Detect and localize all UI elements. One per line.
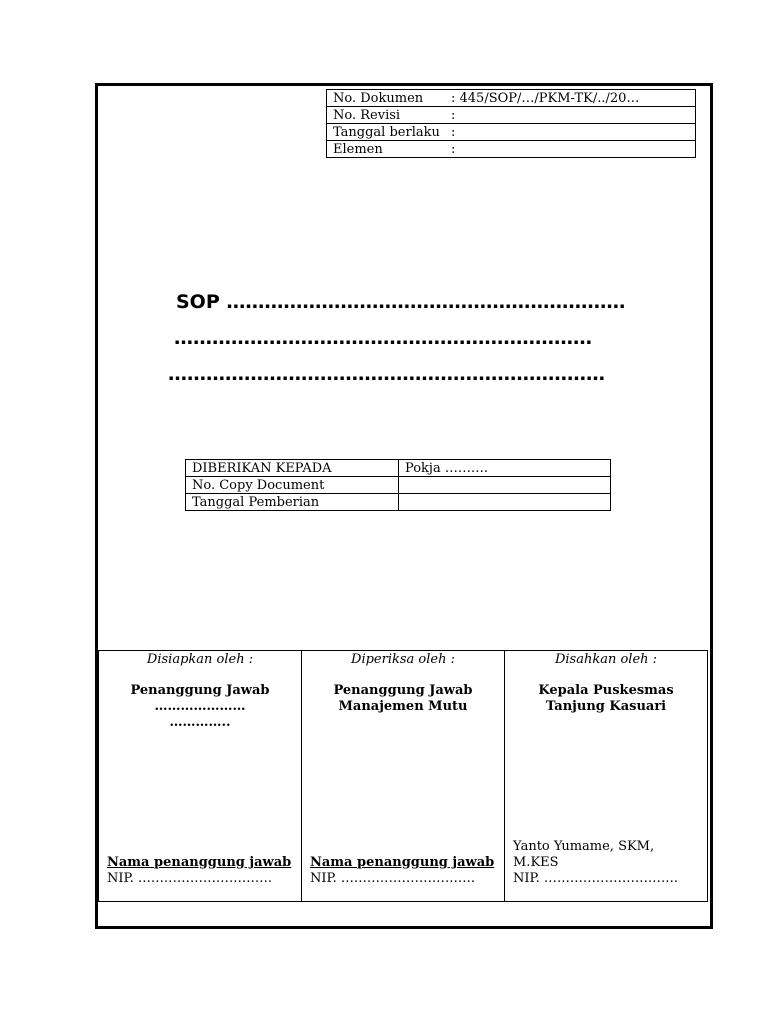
copy-number-label: No. Copy Document xyxy=(186,477,399,494)
sop-title xyxy=(160,288,660,396)
approved-by-role: Kepala Puskesmas Tanjung Kasuari xyxy=(538,683,674,714)
approved-by-header: Disahkan oleh : xyxy=(554,652,658,667)
prepared-by-nip: NIP. …………………………. xyxy=(107,871,273,886)
prepared-by-header: Disiapkan oleh : xyxy=(146,652,254,667)
approved-by-nip: NIP. …………………………. xyxy=(513,871,679,886)
sop-title-line-1: SOP ……………………………………………………… xyxy=(176,291,626,313)
given-to-label: DIBERIKAN KEPADA xyxy=(186,460,399,477)
sop-title-line-3: …………………………………………………………… xyxy=(168,363,605,385)
checked-by-nip: NIP. …………………………. xyxy=(310,871,476,886)
copy-number-value xyxy=(399,477,611,494)
document-number-label: No. Dokumen xyxy=(333,90,424,106)
copy-number-row xyxy=(186,477,611,494)
document-info-table xyxy=(326,89,696,158)
signature-table xyxy=(98,650,708,902)
effective-date-row xyxy=(327,124,696,141)
element-value: : xyxy=(451,141,456,157)
effective-date-value: : xyxy=(451,124,456,140)
given-to-row xyxy=(186,460,611,477)
signature-approved-by xyxy=(505,651,708,902)
issue-date-label: Tanggal Pemberian xyxy=(186,494,399,511)
revision-number-row xyxy=(327,107,696,124)
distribution-table xyxy=(185,459,611,511)
given-to-value: Pokja ………. xyxy=(399,460,611,477)
effective-date-label: Tanggal berlaku xyxy=(333,124,440,140)
checked-by-name: Nama penanggung jawab xyxy=(310,855,495,870)
approved-by-name: Yanto Yumame, SKM, M.KES xyxy=(513,839,655,870)
signature-checked-by xyxy=(302,651,505,902)
document-number-value: : 445/SOP/…/PKM-TK/../20… xyxy=(451,90,640,106)
prepared-by-role: Penanggung Jawab ………………… ………….. xyxy=(130,683,270,730)
element-row xyxy=(327,141,696,158)
element-label: Elemen xyxy=(333,141,383,157)
prepared-by-name: Nama penanggung jawab xyxy=(107,855,292,870)
sop-title-line-2: ………………………………………………………… xyxy=(174,327,592,349)
revision-number-value: : xyxy=(451,107,456,123)
revision-number-label: No. Revisi xyxy=(333,107,401,123)
signature-prepared-by xyxy=(99,651,302,902)
checked-by-role: Penanggung Jawab Manajemen Mutu xyxy=(333,683,473,714)
document-number-row xyxy=(327,90,696,107)
issue-date-value xyxy=(399,494,611,511)
issue-date-row xyxy=(186,494,611,511)
checked-by-header: Diperiksa oleh : xyxy=(351,652,455,667)
